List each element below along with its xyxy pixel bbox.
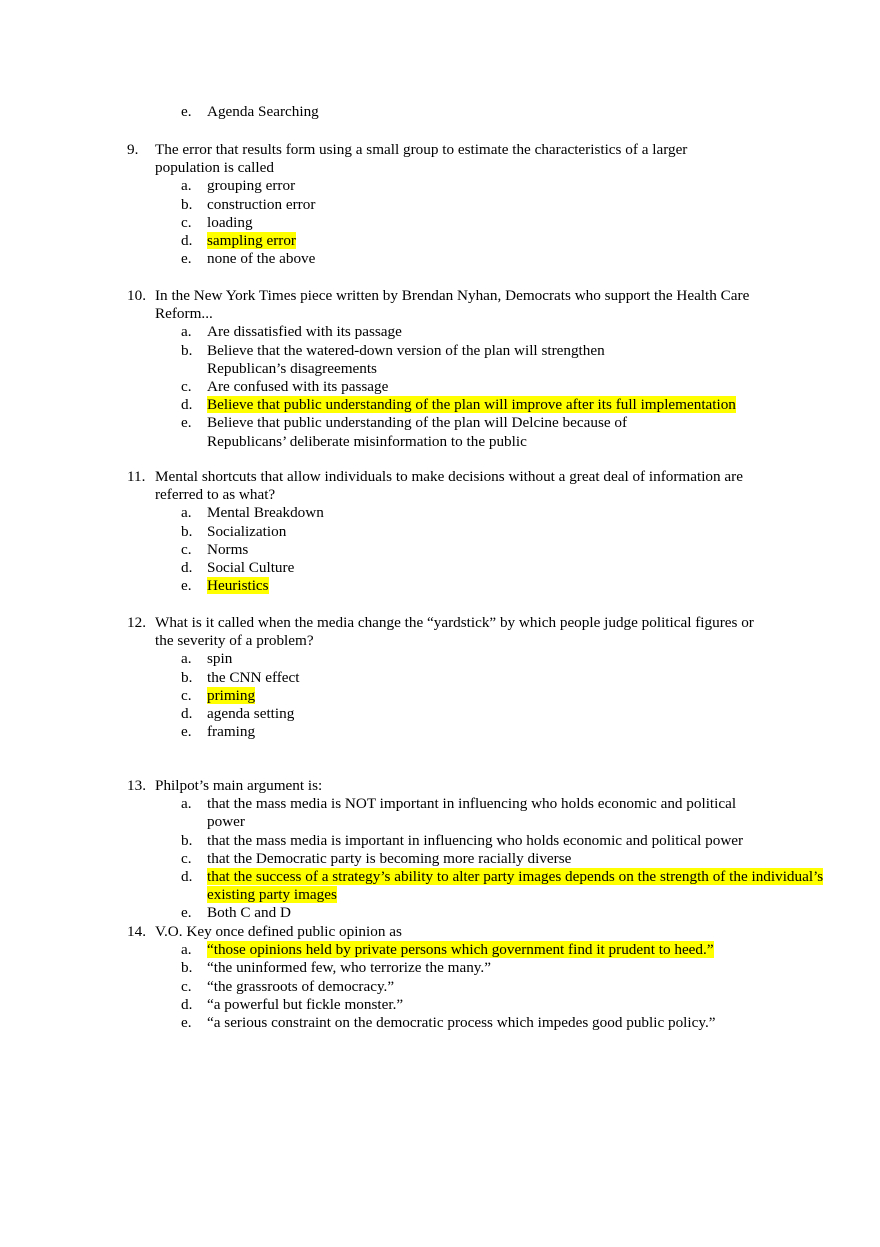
- option-a-highlighted-answer: a. “those opinions held by private persons which government find it prudent to heed.”: [181, 941, 714, 959]
- question-number: 12.: [127, 614, 146, 631]
- option-c-highlighted-answer: c. priming: [181, 686, 256, 704]
- option-a: a. spin: [181, 650, 233, 668]
- option-b: b. the CNN effect: [181, 668, 300, 686]
- question-number: 9.: [127, 141, 139, 158]
- option-c: c. Norms: [181, 540, 249, 558]
- question-number: 10.: [127, 287, 146, 304]
- option-d: d. “a powerful but fickle monster.”: [181, 995, 404, 1013]
- question-text: The error that results form using a small group to estimate the characteristics of a larger population is called: [155, 141, 688, 177]
- option-b: b. construction error: [181, 195, 316, 213]
- question-text: What is it called when the media change the “yardstick” by which people judge political figures or the severity of a problem?: [155, 614, 754, 650]
- question-number: 13.: [127, 777, 146, 794]
- option-b: b. Believe that the watered-down version of the plan will strengthen Republican’s disagreements: [181, 341, 605, 377]
- question-9: [127, 141, 777, 268]
- option-d-highlighted-answer: d. Believe that public understanding of the plan will improve after its full implementation: [181, 396, 736, 414]
- question-number: 14.: [127, 923, 146, 940]
- option-e-highlighted-answer: e. Heuristics: [181, 577, 269, 595]
- option-e: e. framing: [181, 723, 256, 741]
- option-d-highlighted-answer: d. sampling error: [181, 232, 296, 250]
- option-a: a. Mental Breakdown: [181, 504, 324, 522]
- question-text: V.O. Key once defined public opinion as: [155, 923, 402, 940]
- option-a: a. that the mass media is NOT important in influencing who holds economic and political power: [181, 795, 737, 831]
- carried-over-option: [181, 103, 880, 121]
- option-b: b. Socialization: [181, 522, 287, 540]
- question-14: [127, 923, 777, 1032]
- option-e: e. Believe that public understanding of the plan will Delcine because of Republicans’ deliberate misinformation to the public: [181, 414, 628, 450]
- option-a: a. Are dissatisfied with its passage: [181, 323, 402, 341]
- option-d: d. agenda setting: [181, 705, 295, 723]
- option-text: Agenda Searching: [207, 103, 319, 120]
- question-13: [127, 777, 824, 923]
- option-c: c. “the grassroots of democracy.”: [181, 977, 395, 995]
- question-text: In the New York Times piece written by Brendan Nyhan, Democrats who support the Health Care Reform...: [155, 287, 750, 323]
- option-b: b. “the uninformed few, who terrorize the many.”: [181, 959, 491, 977]
- option-e: e. Both C and D: [181, 904, 291, 922]
- option-c: c. that the Democratic party is becoming more racially diverse: [181, 849, 572, 867]
- option-c: c. Are confused with its passage: [181, 378, 389, 396]
- option-d-highlighted-answer: d. that the success of a strategy’s ability to alter party images depends on the strength of the individual’s existing party images: [181, 868, 824, 904]
- question-12: [127, 614, 777, 741]
- option-b: b. that the mass media is important in influencing who holds economic and political power: [181, 831, 744, 849]
- option-e: e. “a serious constraint on the democratic process which impedes good public policy.”: [181, 1014, 716, 1032]
- option-a: a. grouping error: [181, 177, 296, 195]
- question-number: 11.: [127, 468, 146, 485]
- option-d: d. Social Culture: [181, 559, 295, 577]
- question-10: [127, 287, 777, 451]
- question-text: Philpot’s main argument is:: [155, 777, 323, 794]
- option-letter: e.: [181, 103, 192, 120]
- option-e: e. none of the above: [181, 250, 316, 268]
- question-text: Mental shortcuts that allow individuals to make decisions without a great deal of information are referred to as what?: [155, 468, 743, 504]
- option-c: c. loading: [181, 213, 253, 231]
- question-11: [127, 468, 777, 595]
